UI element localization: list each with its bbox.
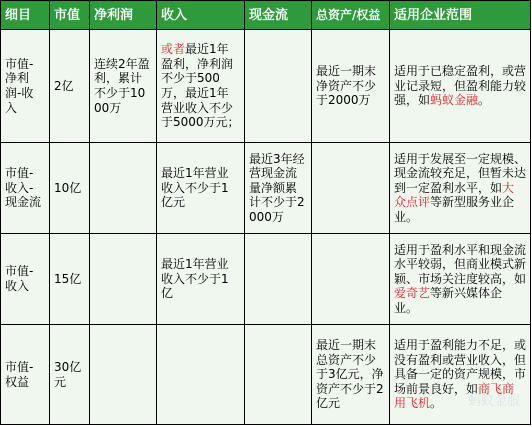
- table-row: [1, 30, 531, 143]
- scope-tail: 等新型服务业企业。: [394, 195, 515, 224]
- cell-segment: 市值-收入-现金流: [1, 143, 50, 234]
- scope-example: 商飞商用飞机: [394, 381, 515, 411]
- cell-cash-flow: [245, 325, 312, 425]
- cell-revenue: [157, 325, 245, 425]
- cell-segment: 市值-权益: [1, 325, 50, 425]
- header-scope: 适用企业范围: [390, 1, 531, 30]
- cell-revenue: 最近1年营业收入不少于1亿元: [157, 143, 245, 234]
- cell-net-profit: [90, 234, 157, 325]
- cell-market-cap: 15亿: [50, 234, 90, 325]
- cell-cash-flow: 最近3年经营现金流量净额累计不少于2000万: [245, 143, 312, 234]
- header-market-cap: 市值: [50, 1, 90, 30]
- scope-text: 适用于发展至一定规模、现金流较充足，但暂未达到一定盈利水平，如: [394, 151, 527, 195]
- cell-revenue: [157, 30, 245, 143]
- revenue-text: 最近1年盈利，净利润不少于500万，最近1年营业收入不少于5000万元；: [161, 42, 240, 130]
- cell-net-profit: [90, 325, 157, 425]
- cell-scope: [390, 30, 531, 143]
- cell-market-cap: 30亿元: [50, 325, 90, 425]
- header-segment: 细目: [1, 1, 50, 30]
- cell-segment: 市值-收入: [1, 234, 50, 325]
- header-net-profit: 净利润: [90, 1, 157, 30]
- table-row: [1, 234, 531, 325]
- header-revenue: 收入: [157, 1, 245, 30]
- cell-scope: [390, 234, 531, 325]
- table-header-row: [1, 1, 531, 30]
- scope-text: 适用于盈利能力不足，或没有盈利或营业收入，但具备一定的资产规模，市场前景良好，如: [394, 338, 527, 396]
- cell-assets-equity: 最近一期末总资产不少于3亿元，净资产不少于2亿元: [312, 325, 390, 425]
- scope-example: 大众点评: [394, 180, 515, 210]
- header-assets-equity: 总资产/权益: [312, 1, 390, 30]
- cell-scope: [390, 143, 531, 234]
- scope-text: 适用于已稳定盈利，或营业记录短，但盈利能力较强，如: [394, 64, 527, 108]
- watermark: 蚂蚁金服: [467, 394, 520, 410]
- scope-example: 蚂蚁金融: [430, 93, 479, 108]
- cell-market-cap: 10亿: [50, 143, 90, 234]
- cell-assets-equity: [312, 143, 390, 234]
- table-row: [1, 325, 531, 425]
- cell-scope: [390, 325, 531, 425]
- cell-net-profit: [90, 143, 157, 234]
- cell-segment: 市值-净利润-收入: [1, 30, 50, 143]
- scope-tail: 。: [478, 93, 491, 108]
- scope-tail: 。: [430, 396, 443, 411]
- cell-cash-flow: [245, 234, 312, 325]
- cell-assets-equity: [312, 234, 390, 325]
- revenue-or-highlight: 或者: [161, 42, 186, 57]
- header-cash-flow: 现金流: [245, 1, 312, 30]
- cell-assets-equity: 最近一期末净资产不少于2000万: [312, 30, 390, 143]
- scope-text: 适用于盈利水平和现金流水平较弱，但商业模式新颖、市场关注度较高，如: [394, 242, 527, 286]
- cell-revenue: 最近1年营业收入不少于1亿: [157, 234, 245, 325]
- cell-market-cap: 2亿: [50, 30, 90, 143]
- cell-net-profit: 连续2年盈利，累计不少于1000万: [90, 30, 157, 143]
- table-row: [1, 143, 531, 234]
- scope-example: 爱奇艺: [394, 286, 431, 301]
- cell-cash-flow: [245, 30, 312, 143]
- scope-tail: 等新兴媒体企业。: [394, 286, 503, 315]
